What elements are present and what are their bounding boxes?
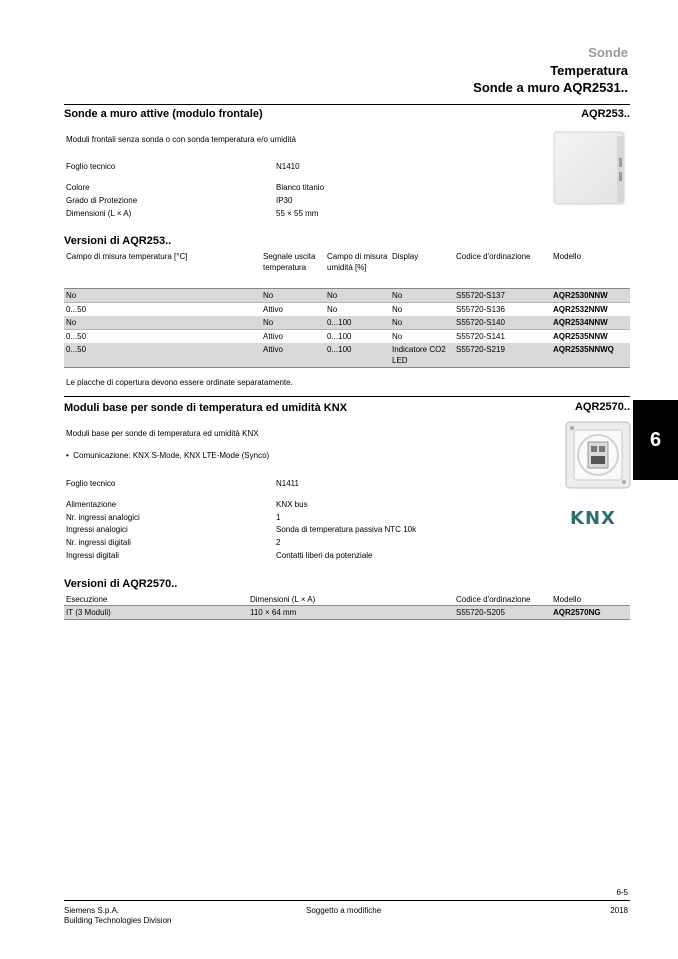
spec-label: Dimensioni (L × A) xyxy=(66,209,132,218)
footer-division: Building Technologies Division xyxy=(64,916,172,925)
table-cell-model: AQR2532NNW xyxy=(551,302,630,316)
table-row xyxy=(64,316,630,330)
section2-bullet xyxy=(66,451,269,460)
spec-label: Colore xyxy=(66,183,90,192)
spec-label: Ingressi analogici xyxy=(66,525,128,534)
table-cell: 0...50 xyxy=(64,329,261,343)
table-cell: IT (3 Moduli) xyxy=(64,606,248,620)
spec-value: 2 xyxy=(276,538,281,547)
versions-table-aqr253 xyxy=(64,251,630,368)
base-module-image xyxy=(564,420,632,490)
column-header: Display xyxy=(390,251,454,288)
bullet-text: Comunicazione: KNX S-Mode, KNX LTE-Mode (Synco) xyxy=(73,451,270,460)
section2-top-rule xyxy=(64,396,630,397)
bullet-icon: • xyxy=(66,451,74,460)
table-row xyxy=(64,288,630,302)
table-cell: Attivo xyxy=(261,302,325,316)
header-subtitle: Sonde a muro AQR2531.. xyxy=(473,80,628,95)
header-title: Temperatura xyxy=(550,63,628,78)
section1-title: Sonde a muro attive (modulo frontale) xyxy=(64,108,263,120)
table-cell: Attivo xyxy=(261,329,325,343)
table-cell: No xyxy=(390,288,454,302)
table-cell: No xyxy=(325,288,390,302)
table-cell-model: AQR2535NNW xyxy=(551,329,630,343)
section1-description: Moduli frontali senza sonda o con sonda temperatura e/o umidità xyxy=(66,135,296,144)
section1-code: AQR253.. xyxy=(581,108,630,120)
section2-code: AQR2570.. xyxy=(574,401,630,413)
table-cell-model: AQR2570NG xyxy=(551,606,630,620)
column-header: Campo di misura umidità [%] xyxy=(325,251,390,288)
section2-versions-title: Versioni di AQR2570.. xyxy=(64,578,178,590)
table-cell-model: AQR2535NNWQ xyxy=(551,343,630,368)
table-cell: 0...50 xyxy=(64,343,261,368)
table-cell: S55720-S136 xyxy=(454,302,551,316)
header-category: Sonde xyxy=(588,45,628,60)
table-row xyxy=(64,329,630,343)
sensor-image xyxy=(551,128,631,208)
table-cell: 0...50 xyxy=(64,302,261,316)
section1-top-rule xyxy=(64,104,630,105)
spec-value: Sonda di temperatura passiva NTC 10k xyxy=(276,525,417,534)
column-header: Modello xyxy=(551,251,630,288)
spec-label: Foglio tecnico xyxy=(66,162,116,171)
spec-value: N1410 xyxy=(276,162,300,171)
table-cell: S55720-S219 xyxy=(454,343,551,368)
chapter-tab[interactable]: 6 xyxy=(633,400,678,480)
table-cell: S55720-S205 xyxy=(454,606,551,620)
table-cell: No xyxy=(261,288,325,302)
column-header: Esecuzione xyxy=(64,594,248,606)
table-cell: No xyxy=(390,316,454,330)
footer-notice: Soggetto a modifiche xyxy=(306,906,382,915)
spec-value: Bianco titanio xyxy=(276,183,325,192)
table-cell: 0...100 xyxy=(325,343,390,368)
table-row xyxy=(64,302,630,316)
spec-label: Foglio tecnico xyxy=(66,479,116,488)
section2-title: Moduli base per sonde di temperatura ed umidità KNX xyxy=(64,402,347,414)
table-row xyxy=(64,343,630,368)
table-cell: No xyxy=(390,302,454,316)
table-cell: Attivo xyxy=(261,343,325,368)
footer-rule xyxy=(64,900,630,901)
table-cell: S55720-S140 xyxy=(454,316,551,330)
table-cell: Indicatore CO2 LED xyxy=(390,343,454,368)
versions-table-aqr2570 xyxy=(64,594,630,620)
column-header: Codice d'ordinazione xyxy=(454,251,551,288)
table-row xyxy=(64,606,630,620)
section1-note: Le placche di copertura devono essere ordinate separatamente. xyxy=(66,378,293,387)
spec-label: Nr. ingressi analogici xyxy=(66,513,140,522)
spec-value: N1411 xyxy=(276,479,299,488)
column-header: Campo di misura temperatura [°C] xyxy=(64,251,261,288)
table-cell: 0...100 xyxy=(325,329,390,343)
spec-value: IP30 xyxy=(276,196,293,205)
knx-logo: KNX xyxy=(570,508,616,529)
table-cell-model: AQR2530NNW xyxy=(551,288,630,302)
footer-company: Siemens S.p.A. xyxy=(64,906,120,915)
table-cell: 110 × 64 mm xyxy=(248,606,454,620)
spec-value: 1 xyxy=(276,513,281,522)
table-cell: No xyxy=(64,288,261,302)
section2-description: Moduli base per sonde di temperatura ed umidità KNX xyxy=(66,429,259,438)
column-header: Segnale uscita temperatura xyxy=(261,251,325,288)
column-header: Modello xyxy=(551,594,630,606)
spec-label: Ingressi digitali xyxy=(66,551,119,560)
table-cell-model: AQR2534NNW xyxy=(551,316,630,330)
table-cell: No xyxy=(261,316,325,330)
table-cell: No xyxy=(325,302,390,316)
table-cell: S55720-S141 xyxy=(454,329,551,343)
column-header: Codice d'ordinazione xyxy=(454,594,551,606)
table-header-row xyxy=(64,251,630,288)
page-number: 6-5 xyxy=(616,888,628,897)
table-cell: 0...100 xyxy=(325,316,390,330)
footer-year: 2018 xyxy=(610,906,628,915)
spec-value: Contatti liberi da potenziale xyxy=(276,551,373,560)
table-header-row xyxy=(64,594,630,606)
spec-label: Grado di Protezione xyxy=(66,196,138,205)
column-header: Dimensioni (L × A) xyxy=(248,594,454,606)
spec-label: Alimentazione xyxy=(66,500,117,509)
section1-versions-title: Versioni di AQR253.. xyxy=(64,235,172,247)
spec-value: KNX bus xyxy=(276,500,308,509)
table-cell: No xyxy=(64,316,261,330)
table-cell: No xyxy=(390,329,454,343)
spec-label: Nr. ingressi digitali xyxy=(66,538,131,547)
spec-value: 55 × 55 mm xyxy=(276,209,319,218)
table-cell: S55720-S137 xyxy=(454,288,551,302)
